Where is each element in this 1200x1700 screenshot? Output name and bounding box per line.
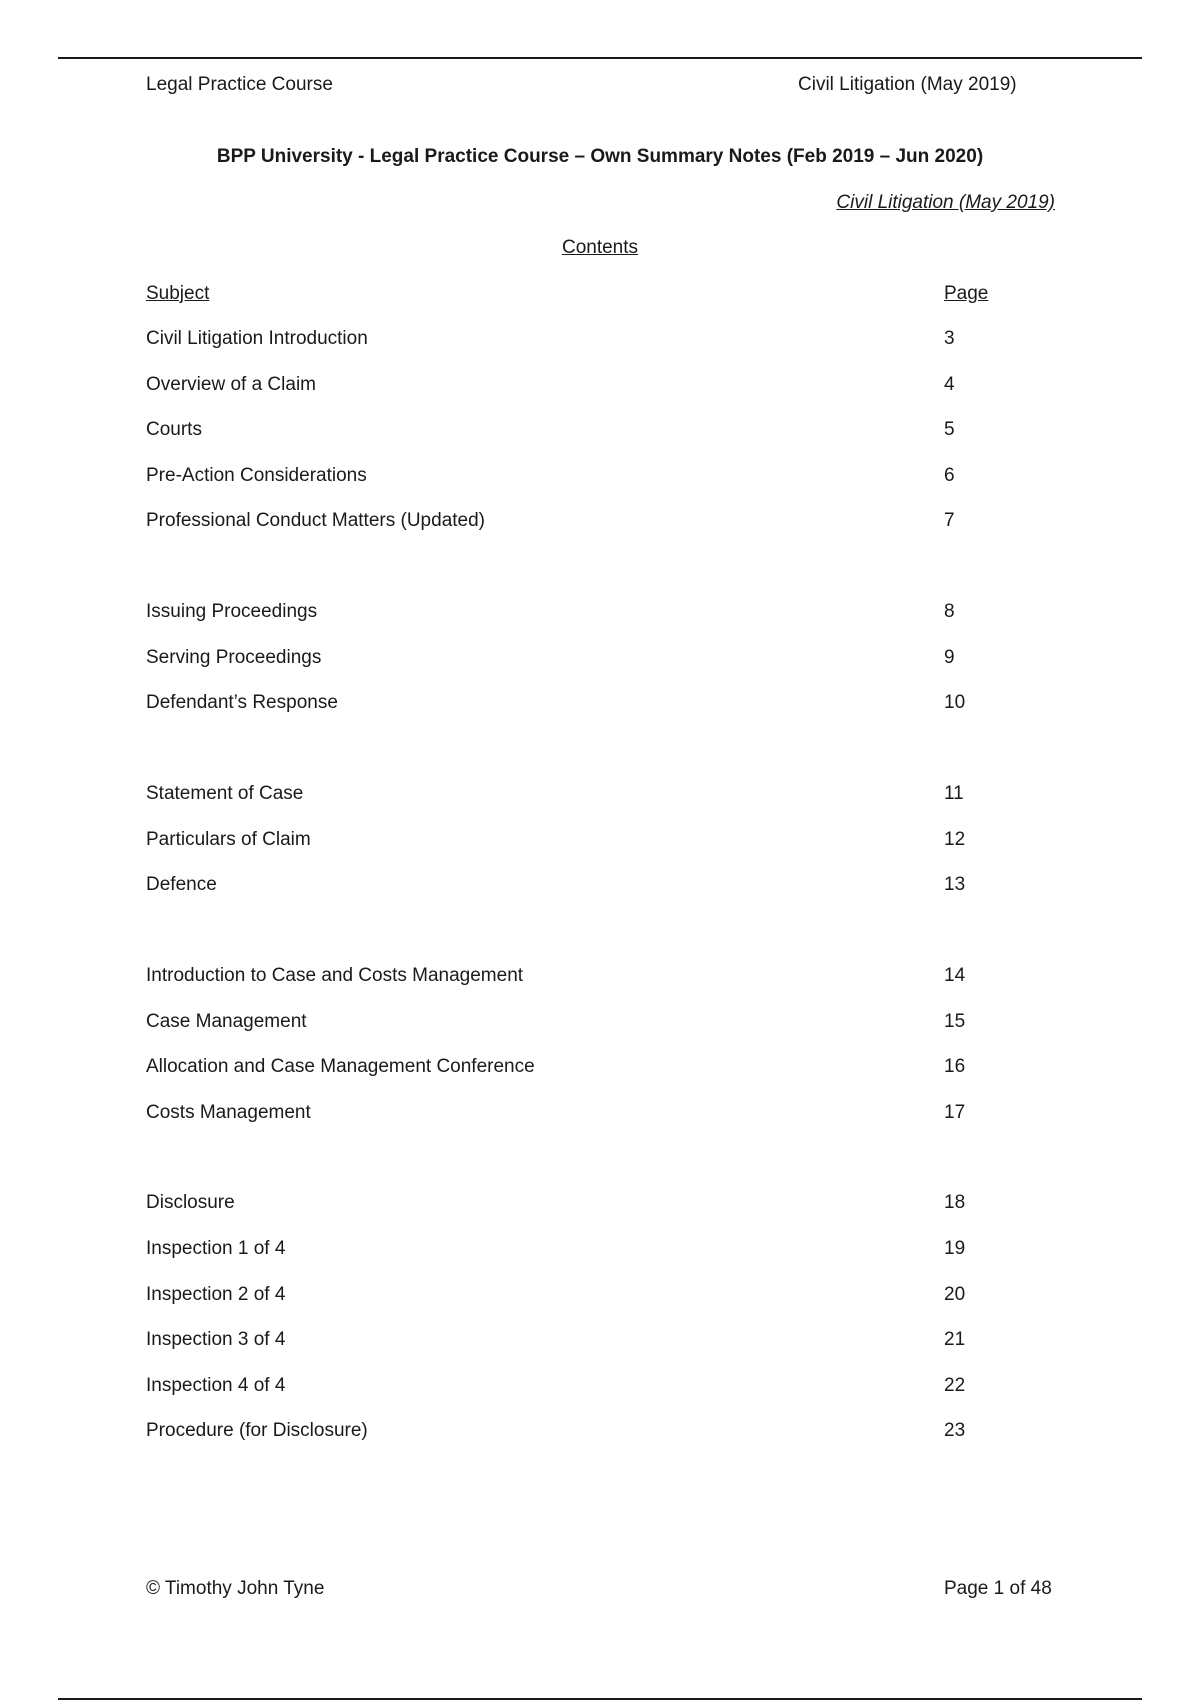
toc-subject: Professional Conduct Matters (Updated)	[146, 510, 485, 531]
toc-subject: Pre-Action Considerations	[146, 465, 367, 486]
toc-row	[146, 829, 1046, 859]
toc-page: 16	[944, 1056, 966, 1077]
toc-subject: Disclosure	[146, 1192, 235, 1213]
toc-subject: Procedure (for Disclosure)	[146, 1420, 368, 1441]
toc-row	[146, 965, 1046, 995]
toc-row	[146, 692, 1046, 722]
column-header-page: Page	[944, 283, 989, 304]
toc-row	[146, 465, 1046, 495]
toc-row	[146, 1238, 1046, 1268]
toc-row	[146, 1420, 1046, 1450]
toc-row	[146, 1011, 1046, 1041]
toc-row	[146, 1102, 1046, 1132]
toc-subject: Inspection 2 of 4	[146, 1284, 286, 1305]
toc-subject: Particulars of Claim	[146, 829, 311, 850]
header-rule	[58, 57, 1142, 59]
toc-row	[146, 1192, 1046, 1222]
toc-subject: Statement of Case	[146, 783, 304, 804]
contents-heading	[0, 237, 1200, 259]
toc-row	[146, 647, 1046, 677]
toc-row	[146, 419, 1046, 449]
toc-subject: Serving Proceedings	[146, 647, 322, 668]
document-title-text: BPP University - Legal Practice Course – Own Summary Notes (Feb 2019 – Jun 2020)	[216, 146, 984, 167]
toc-page: 23	[944, 1420, 966, 1441]
toc-row	[146, 601, 1046, 631]
toc-subject: Overview of a Claim	[146, 374, 316, 395]
toc-page: 17	[944, 1102, 966, 1123]
toc-page: 10	[944, 692, 966, 713]
toc-page: 9	[944, 647, 955, 668]
toc-subject: Issuing Proceedings	[146, 601, 318, 622]
toc-row	[146, 1329, 1046, 1359]
toc-subject: Inspection 4 of 4	[146, 1375, 286, 1396]
document-title	[0, 146, 1200, 168]
toc-page: 15	[944, 1011, 966, 1032]
toc-page: 8	[944, 601, 955, 622]
toc-page: 12	[944, 829, 966, 850]
toc-row	[146, 1284, 1046, 1314]
toc-page: 6	[944, 465, 955, 486]
toc-row	[146, 1056, 1046, 1086]
toc-subject: Courts	[146, 419, 202, 440]
toc-row	[146, 374, 1046, 404]
toc-subject: Civil Litigation Introduction	[146, 328, 368, 349]
toc-page: 11	[944, 783, 964, 804]
toc-page: 22	[944, 1375, 966, 1396]
toc-page: 5	[944, 419, 955, 440]
footer-page-number: Page 1 of 48	[944, 1578, 1052, 1599]
toc-subject: Defence	[146, 874, 217, 895]
toc-page: 3	[944, 328, 955, 349]
header-module: Civil Litigation (May 2019)	[798, 74, 1017, 95]
toc-row	[146, 1375, 1046, 1405]
toc-row	[146, 783, 1046, 813]
toc-subject: Introduction to Case and Costs Management	[146, 965, 524, 986]
toc-page: 4	[944, 374, 955, 395]
header-course: Legal Practice Course	[146, 74, 333, 95]
toc-page: 7	[944, 510, 955, 531]
toc-subject: Costs Management	[146, 1102, 311, 1123]
contents-heading-text: Contents	[561, 237, 639, 258]
toc-subject: Inspection 3 of 4	[146, 1329, 286, 1350]
toc-page: 20	[944, 1284, 966, 1305]
toc-subject: Allocation and Case Management Conference	[146, 1056, 535, 1077]
toc-page: 13	[944, 874, 966, 895]
toc-row	[146, 874, 1046, 904]
subject-line: Civil Litigation (May 2019)	[836, 192, 1055, 213]
toc-row	[146, 328, 1046, 358]
toc-page: 19	[944, 1238, 966, 1259]
footer-copyright: © Timothy John Tyne	[146, 1578, 325, 1599]
toc-page: 21	[944, 1329, 966, 1350]
toc-subject: Inspection 1 of 4	[146, 1238, 286, 1259]
toc-page: 14	[944, 965, 966, 986]
column-header-subject: Subject	[146, 283, 210, 304]
toc-row	[146, 510, 1046, 540]
toc-subject: Defendant’s Response	[146, 692, 338, 713]
toc-subject: Case Management	[146, 1011, 307, 1032]
toc-page: 18	[944, 1192, 966, 1213]
